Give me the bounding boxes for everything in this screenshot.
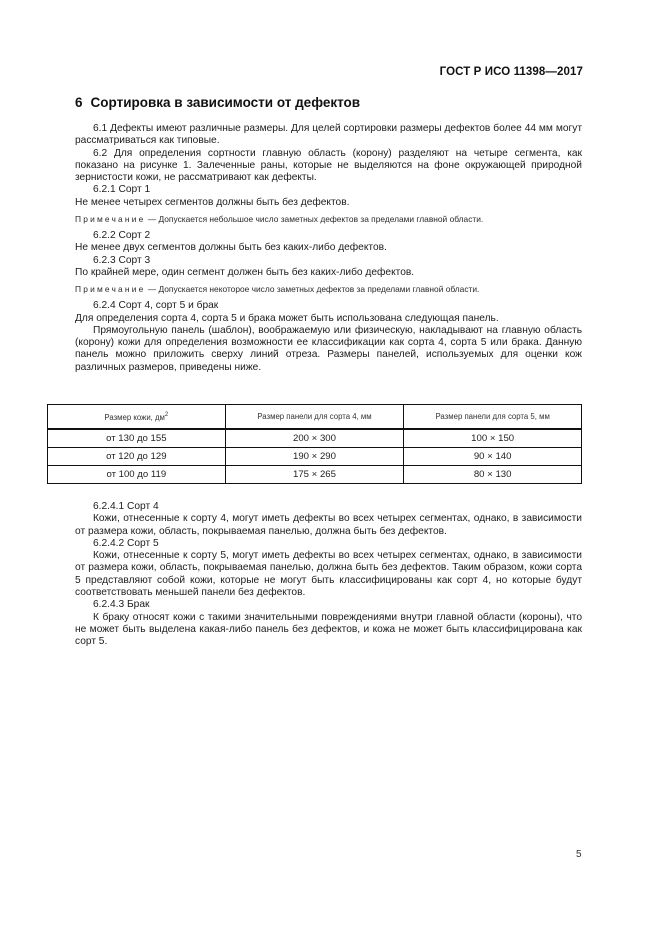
heading-6-2-4-2: 6.2.4.2 Сорт 5 — [93, 537, 159, 549]
paragraph-6-2-4-3: К браку относят кожи с такими значительными повреждениями внутри главной области (короны), что не может быть выделена какая-либо панель без дефектов, и кожа не может быть классифицирована как сорт 5. — [75, 611, 582, 648]
table-row — [48, 448, 582, 466]
cell-grade4: 190 × 290 — [225, 448, 404, 466]
paragraph-6-2-2: Не менее двух сегментов должны быть без каких-либо дефектов. — [75, 242, 387, 254]
cell-grade4: 175 × 265 — [225, 466, 404, 484]
table-row — [48, 466, 582, 484]
paragraph-6-2: 6.2 Для определения сортности главную область (корону) разделяют на четыре сегмента, как показано на рисунке 1. Залеченные раны, которые не выделяются на фоне окружающей природной зернистости кожи, не рассматривают как дефекты. — [75, 147, 582, 184]
header-grade5-panel: Размер панели для сорта 5, мм — [404, 405, 582, 430]
table-row — [48, 429, 582, 448]
paragraph-6-2-4-1: Кожи, отнесенные к сорту 4, могут иметь дефекты во всех четырех сегментах, однако, в зависимости от размера кожи, область, покрываемая панелью, должна быть без дефектов. — [75, 513, 582, 537]
heading-6-2-4-1: 6.2.4.1 Сорт 4 — [93, 501, 159, 512]
heading-6-2-2: 6.2.2 Сорт 2 — [93, 230, 151, 242]
note-1-label: Примечание — [75, 214, 146, 225]
heading-6-2-3: 6.2.3 Сорт 3 — [93, 254, 151, 266]
cell-grade5: 80 × 130 — [404, 466, 582, 484]
document-id-header: ГОСТ Р ИСО 11398—2017 — [439, 66, 583, 78]
note-2 — [75, 284, 582, 295]
note-2-text: — Допускается некоторое число заметных дефектов за пределами главной области. — [145, 284, 480, 295]
paragraph-6-2-4-2: Кожи, отнесенные к сорту 5, могут иметь дефекты во всех четырех сегментах, однако, в зависимости от размера кожи, область, покрываемая панелью, должна быть без дефектов. Таким образом, кожи сорта 5 представляют собой кожи, которые не могут быть классифицированы как сорт 4, но которые будут соответствовать меньшей панели без дефектов. — [75, 550, 582, 599]
cell-skin-size: от 130 до 155 — [48, 429, 226, 448]
section-title — [75, 95, 360, 110]
heading-6-2-4-3: 6.2.4.3 Брак — [93, 599, 150, 611]
heading-6-2-4: 6.2.4 Сорт 4, сорт 5 и брак — [93, 300, 219, 312]
body-block-upper — [75, 123, 582, 374]
paragraph-6-2-4-b: Прямоугольную панель (шаблон), воображаемую или физическую, накладывают на главную область (корону) кожи для определения возможности ее классификации как сорта 4, сорта 5 или брака. Данную панель можно приложить сверху линий отреза. Размеры панелей, используемых для оценки кож различных размеров, приведены ниже. — [75, 324, 582, 373]
panel-size-table — [47, 404, 582, 484]
note-1-text: — Допускается небольшое число заметных дефектов за пределами главной области. — [145, 214, 484, 225]
body-block-lower — [75, 501, 582, 649]
section-title-text: Сортировка в зависимости от дефектов — [90, 95, 361, 110]
cell-grade5: 90 × 140 — [404, 448, 582, 466]
note-1 — [75, 214, 582, 225]
header-grade4-panel: Размер панели для сорта 4, мм — [225, 405, 404, 430]
note-2-label: Примечание — [75, 284, 146, 295]
paragraph-6-1: 6.1 Дефекты имеют различные размеры. Для целей сортировки размеры дефектов более 44 мм могут рассматриваться как типовые. — [75, 123, 582, 147]
paragraph-6-2-3: По крайней мере, один сегмент должен быть без каких-либо дефектов. — [75, 266, 415, 278]
cell-skin-size: от 100 до 119 — [48, 466, 226, 484]
header-skin-size: Размер кожи, $дм^2$ — [48, 405, 226, 430]
section-number: 6 — [75, 95, 83, 110]
heading-6-2-1: 6.2.1 Сорт 1 — [93, 184, 151, 196]
page-number: 5 — [576, 849, 582, 860]
paragraph-6-2-4-a: Для определения сорта 4, сорта 5 и брака может быть использована следующая панель. — [75, 312, 499, 324]
table-header-row — [48, 405, 582, 430]
cell-grade5: 100 × 150 — [404, 429, 582, 448]
cell-grade4: 200 × 300 — [225, 429, 404, 448]
cell-skin-size: от 120 до 129 — [48, 448, 226, 466]
paragraph-6-2-1: Не менее четырех сегментов должны быть без дефектов. — [75, 196, 350, 208]
